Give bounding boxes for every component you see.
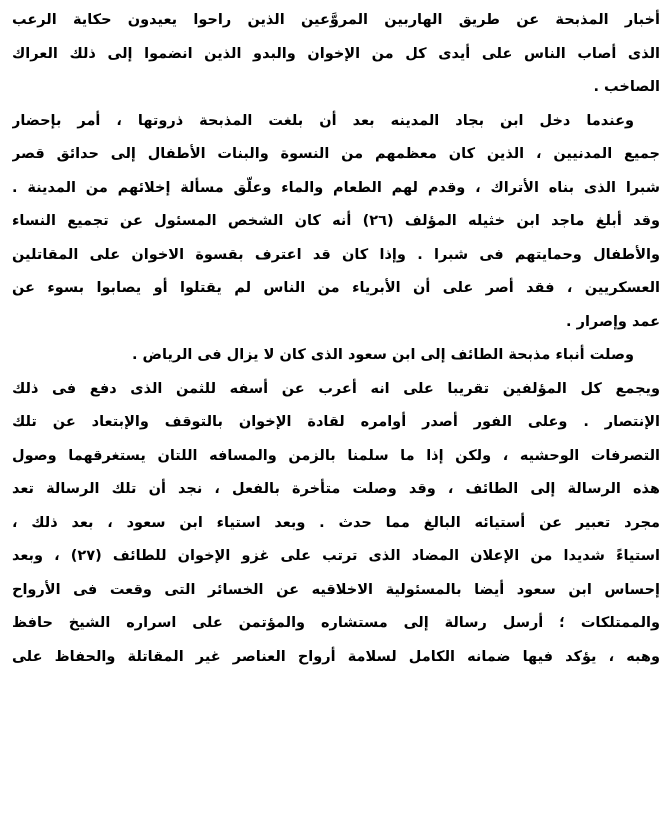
paragraph-3 (12, 339, 660, 674)
text-line: العسكريين ، فقد أصر على أن الأبرياء من الناس لم يقتلوا أو يصابوا بسوء عن (12, 280, 660, 296)
text-line: والممتلكات ؛ أرسل رسالة إلى مستشاره والمؤتمن على اسراره الشيخ حافظ (12, 615, 660, 631)
paragraph-1 (12, 4, 660, 105)
text-line: مجرد تعبير عن أستيائه البالغ مما حدث . وبعد استياء ابن سعود ، بعد ذلك ، (12, 514, 660, 531)
text-line: استياءً شديدا من الإعلان المضاد الذى ترتب على غزو الإخوان للطائف (٢٧) ، وبعد (12, 548, 660, 564)
text-line: وقد أبلغ ماجد ابن خثيله المؤلف (٢٦) أنه كان الشخص المسئول عن تجميع النساء (12, 213, 660, 229)
text-line: جميع المدنيين ، الذين كان معظمهم من النسوة والبنات الأطفال إلى حدائق قصر (12, 146, 660, 162)
text-line: التصرفات الوحشيه ، ولكن إذا ما سلمنا بالزمن والمسافه اللتان يستغرقهما وصول (12, 447, 660, 464)
text-line: وهبه ، يؤكد فيها ضمانه الكامل لسلامة أرواح العناصر غير المقاتلة والحفاظ على (12, 648, 660, 665)
text-line: وصلت أنباء مذبحة الطائف إلى ابن سعود الذى كان لا يزال فى الرياض . (131, 347, 634, 363)
text-line: شبرا الذى بناه الأتراك ، وقدم لهم الطعام والماء وعلّق مسألة إخلائهم من المدينة . (12, 179, 660, 196)
text-line: أخبار المذبحة عن طريق الهاربين المروَّعين الذين راحوا يعيدون حكاية الرعب (12, 12, 660, 28)
text-line: وعندما دخل ابن بجاد المدينه بعد أن بلغت المذبحة ذروتها ، أمر بإحضار (12, 112, 634, 129)
text-line: ويجمع كل المؤلفين تقريبا على انه أعرب عن أسفه للثمن الذى دفع فى ذلك (12, 380, 660, 397)
text-line: الصاخب . (593, 79, 660, 95)
text-line: هذه الرسالة إلى الطائف ، وقد وصلت متأخرة بالفعل ، نجد أن تلك الرسالة تعد (12, 481, 660, 497)
text-line: عمد وإصرار . (566, 313, 660, 330)
text-line: الإنتصار . وعلى الفور أصدر أوامره لقادة الإخوان بالتوقف والإبتعاد عن تلك (12, 414, 660, 430)
text-line: إحساس ابن سعود أيضا بالمسئولية الاخلاقيه عن الخسائر التى وقعت فى الأرواح (12, 581, 660, 598)
document-body-text (12, 4, 660, 674)
paragraph-2 (12, 105, 660, 340)
text-line: الذى أصاب الناس على أيدى كل من الإخوان والبدو الذين انضموا إلى ذلك العراك (12, 45, 660, 62)
text-line: والأطفال وحمايتهم فى شبرا . وإذا كان قد اعترف بقسوة الاخوان على المقاتلين (12, 246, 660, 263)
